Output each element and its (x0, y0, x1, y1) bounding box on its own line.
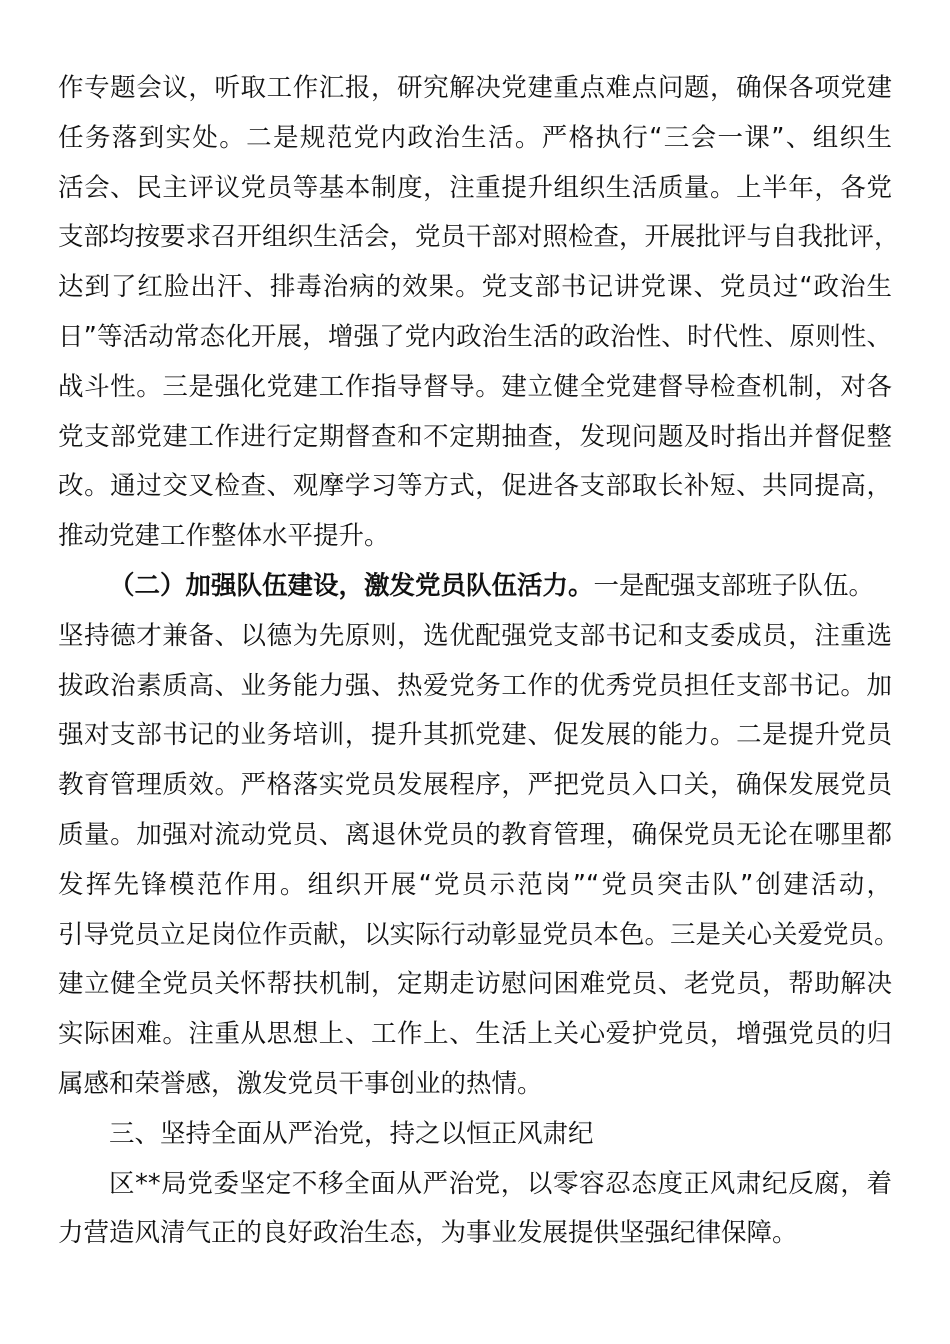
text-line: 实际困难。注重从思想上、工作上、生活上关心爱护党员，增强党员的归 (58, 1019, 892, 1050)
text-line (58, 562, 892, 612)
text-line: 强对支部书记的业务培训，提升其抓党建、促发展的能力。二是提升党员 (58, 720, 892, 751)
paragraph-party-building-supervision (58, 64, 900, 562)
document-body (58, 64, 900, 1259)
text-line: 建立健全党员关怀帮扶机制，定期走访慰问困难党员、老党员，帮助解决 (58, 969, 892, 1000)
text-line: 达到了红脸出汗、排毒治病的效果。党支部书记讲党课、党员过“政治生 (58, 272, 892, 303)
text-line: 拔政治素质高、业务能力强、热爱党务工作的优秀党员担任支部书记。加 (58, 670, 892, 701)
text-line: 战斗性。三是强化党建工作指导督导。建立健全党建督导检查机制，对各 (58, 371, 892, 402)
text-line: 日”等活动常态化开展，增强了党内政治生活的政治性、时代性、原则性、 (58, 321, 892, 352)
text-line: 发挥先锋模范作用。组织开展“党员示范岗”“党员突击队”创建活动， (58, 869, 892, 900)
text-line: 任务落到实处。二是规范党内政治生活。严格执行“三会一课”、组织生 (58, 122, 892, 153)
text-line: 党支部党建工作进行定期督查和不定期抽查，发现问题及时指出并督促整 (58, 421, 892, 452)
text-line: 支部均按要求召开组织生活会，党员干部对照检查，开展批评与自我批评， (58, 222, 900, 253)
text-line: 活会、民主评议党员等基本制度，注重提升组织生活质量。上半年，各党 (58, 172, 892, 203)
subsection-heading: （二）加强队伍建设，激发党员队伍活力。 (109, 570, 594, 601)
paragraph-team-building (58, 562, 900, 1110)
text-line: 教育管理质效。严格落实党员发展程序，严把党员入口关，确保发展党员 (58, 770, 892, 801)
text-line: 改。通过交叉检查、观摩学习等方式，促进各支部取长补短、共同提高， (58, 471, 892, 502)
text-line: 坚持德才兼备、以德为先原则，选优配强党支部书记和支委成员，注重选 (58, 620, 892, 651)
text-line: 引导党员立足岗位作贡献，以实际行动彰显党员本色。三是关心关爱党员。 (58, 919, 900, 950)
text-line: 力营造风清气正的良好政治生态，为事业发展提供坚强纪律保障。 (58, 1218, 798, 1249)
text-line: 作专题会议，听取工作汇报，研究解决党建重点难点问题，确保各项党建 (58, 73, 892, 103)
text-line: 属感和荣誉感，激发党员干事创业的热情。 (58, 1068, 543, 1099)
subsection-heading-rest: 一是配强支部班子队伍。 (593, 570, 875, 601)
text-line: 质量。加强对流动党员、离退休党员的教育管理，确保党员无论在哪里都 (58, 819, 892, 850)
text-line: 推动党建工作整体水平提升。 (58, 521, 390, 552)
section-heading: 三、坚持全面从严治党，持之以恒正风肃纪 (109, 1118, 594, 1149)
text-line: 区**局党委坚定不移全面从严治党，以零容忍态度正风肃纪反腐，着 (109, 1168, 892, 1199)
section-three (58, 1110, 892, 1259)
